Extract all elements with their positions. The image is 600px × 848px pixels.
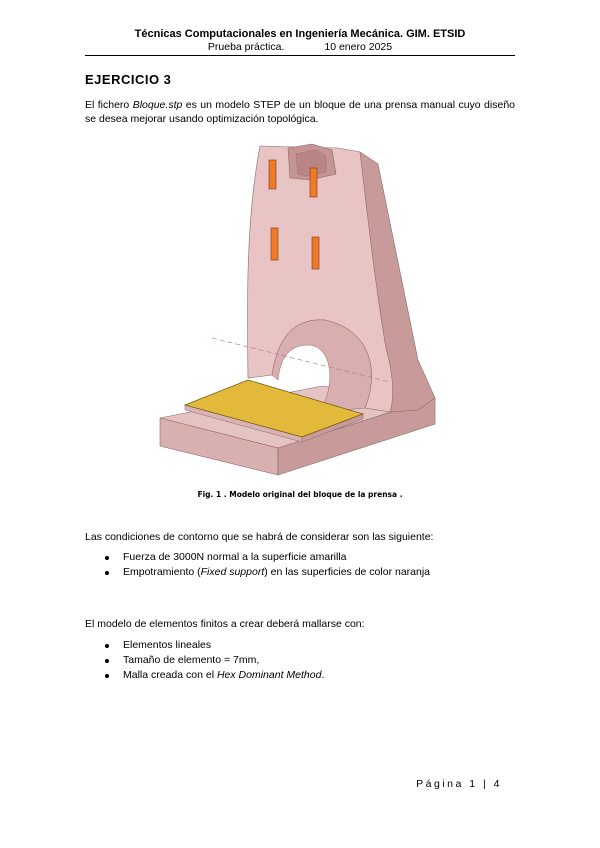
conditions-intro: Las condiciones de contorno que se habrá de considerar son las siguiente:: [85, 531, 434, 543]
fixed-support-1: [269, 160, 276, 189]
intro-text-1: El fichero: [85, 99, 133, 111]
bullet-icon: [105, 659, 109, 663]
list-item: [105, 550, 430, 565]
intro-text-2: es un modelo STEP de un bloque de una prensa manual cuyo diseño se desea mejorar usando optimización topológica.: [85, 99, 515, 125]
mesh-intro: El modelo de elementos finitos a crear deberá mallarse con:: [85, 618, 365, 630]
header-exam-type: Prueba práctica.: [207, 41, 285, 53]
page-number: Página 1 | 4: [416, 778, 502, 790]
list-item: [105, 653, 324, 668]
mesh-item-size: Tamaño de elemento = 7mm,: [123, 654, 260, 666]
list-item: [105, 638, 324, 653]
list-item: [105, 668, 324, 683]
condition-support-italic: Fixed support: [200, 566, 265, 578]
intro-paragraph: [85, 98, 515, 126]
press-block-model-figure: [150, 140, 450, 480]
mesh-method-before: Malla creada con el: [123, 669, 217, 681]
fixed-support-3: [271, 228, 278, 260]
mesh-method-after: .: [321, 669, 325, 681]
mesh-method-italic: Hex Dominant Method: [216, 669, 322, 681]
figure-caption: Fig. 1 . Modelo original del bloque de la prensa .: [197, 490, 403, 499]
conditions-list: [105, 550, 430, 580]
page-header: [85, 28, 515, 54]
header-subtitle: [85, 41, 515, 54]
condition-support-after: ) en las superficies de color naranja: [264, 566, 431, 578]
bullet-icon: [105, 674, 109, 678]
intro-filename: Bloque.stp: [132, 99, 183, 111]
exercise-title: EJERCICIO 3: [85, 72, 172, 87]
header-title: Técnicas Computacionales en Ingeniería Mecánica. GIM. ETSID: [134, 28, 466, 40]
mesh-item-linear: Elementos lineales: [123, 639, 212, 651]
condition-support-before: Empotramiento (: [123, 566, 201, 578]
fixed-support-2: [310, 168, 317, 197]
bullet-icon: [105, 644, 109, 648]
header-date: 10 enero 2025: [324, 41, 393, 53]
bullet-icon: [105, 556, 109, 560]
mesh-list: [105, 638, 324, 683]
header-divider: [85, 55, 515, 56]
list-item: [105, 565, 430, 580]
fixed-support-4: [312, 237, 319, 269]
condition-force: Fuerza de 3000N normal a la superficie amarilla: [123, 551, 347, 563]
bullet-icon: [105, 571, 109, 575]
